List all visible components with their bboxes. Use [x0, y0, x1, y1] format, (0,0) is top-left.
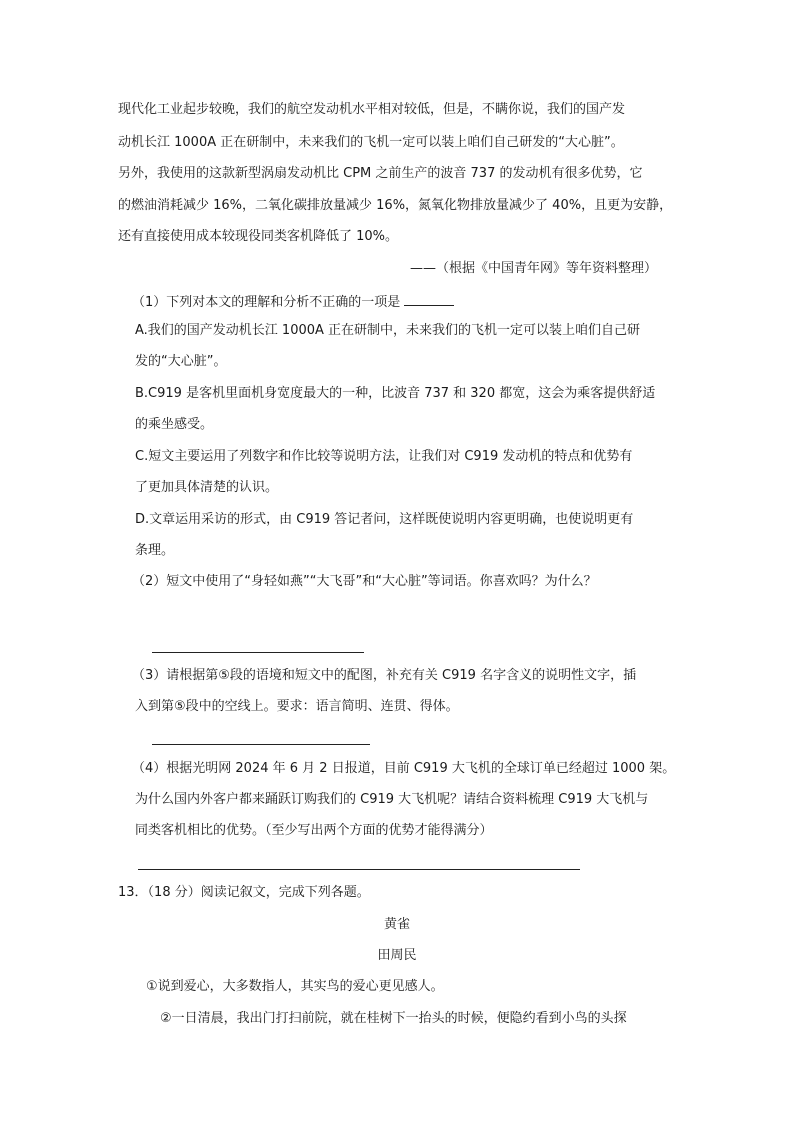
question-1-stem — [132, 291, 454, 312]
passage-line-4: 的燃油消耗减少 16%，二氧化碳排放量减少 16%，氮氧化物排放量减少了 40%，且更为安静， — [118, 198, 673, 213]
question-1-option-d-line-2: 条理。 — [135, 543, 175, 558]
question-1-stem-text: （1）下列对本文的理解和分析不正确的一项是 — [132, 295, 401, 310]
article-paragraph-1: ①说到爱心，大多数指人，其实鸟的爱心更见感人。 — [146, 979, 444, 994]
question-4-line-3: 同类客机相比的优势。（至少写出两个方面的优势才能得满分） — [135, 823, 493, 838]
question-3-answer-line[interactable] — [152, 744, 370, 745]
question-2-stem: （2）短文中使用了“身轻如燕”“大飞哥”和“大心脏”等词语。你喜欢吗？为什么？ — [132, 574, 597, 589]
passage-line-3: 另外，我使用的这款新型涡扇发动机比 CPM 之前生产的波音 737 的发动机有很多优势，它 — [118, 166, 643, 181]
question-1-option-c-line-2: 了更加具体清楚的认识。 — [135, 480, 279, 495]
article-title: 黄雀 — [383, 917, 410, 932]
question-1-answer-blank[interactable] — [404, 291, 454, 306]
question-1-option-d-line-1: D.文章运用采访的形式，由 C919 答记者问，这样既使说明内容更明确，也使说明更有 — [135, 512, 634, 527]
question-1-option-a-line-1: A.我们的国产发动机长江 1000A 正在研制中，未来我们的飞机一定可以装上咱们自己研 — [135, 323, 641, 338]
question-4-answer-line[interactable] — [138, 869, 580, 870]
passage-line-2: 动机长江 1000A 正在研制中，未来我们的飞机一定可以装上咱们自己研发的“大心脏”。 — [118, 135, 624, 150]
passage-line-1: 现代化工业起步较晚，我们的航空发动机水平相对较低，但是，不瞒你说，我们的国产发 — [118, 102, 626, 117]
question-3-line-1: （3）请根据第⑤段的语境和短文中的配图，补充有关 C919 名字含义的说明性文字，插 — [132, 668, 637, 683]
question-1-option-c-line-1: C.短文主要运用了列数字和作比较等说明方法，让我们对 C919 发动机的特点和优势有 — [135, 449, 633, 464]
question-1-option-a-line-2: 发的“大心脏”。 — [135, 354, 227, 369]
question-1-option-b-line-1: B.C919 是客机里面机身宽度最大的一种，比波音 737 和 320 都宽，这会为乘客提供舒适 — [135, 386, 656, 401]
question-3-line-2: 入到第⑤段中的空线上。要求：语言简明、连贯、得体。 — [135, 699, 459, 714]
passage-source: ——（根据《中国青年网》等年资料整理） — [410, 261, 658, 276]
article-paragraph-2: ②一日清晨，我出门打扫前院，就在桂树下一抬头的时候，便隐约看到小鸟的头探 — [160, 1011, 627, 1026]
question-1-option-b-line-2: 的乘坐感受。 — [135, 417, 214, 432]
question-4-line-1: （4）根据光明网 2024 年 6 月 2 日报道，目前 C919 大飞机的全球订单已经超过 1000 架。 — [132, 761, 676, 776]
passage-line-5: 还有直接使用成本较现役同类客机降低了 10%。 — [118, 229, 399, 244]
question-2-answer-line[interactable] — [152, 652, 364, 653]
article-author: 田周民 — [377, 948, 417, 963]
question-4-line-2: 为什么国内外客户都来踊跃订购我们的 C919 大飞机呢？请结合资料梳理 C919 大飞机与 — [135, 792, 649, 807]
question-13-header: 13．（18 分）阅读记叙文，完成下列各题。 — [118, 885, 370, 900]
